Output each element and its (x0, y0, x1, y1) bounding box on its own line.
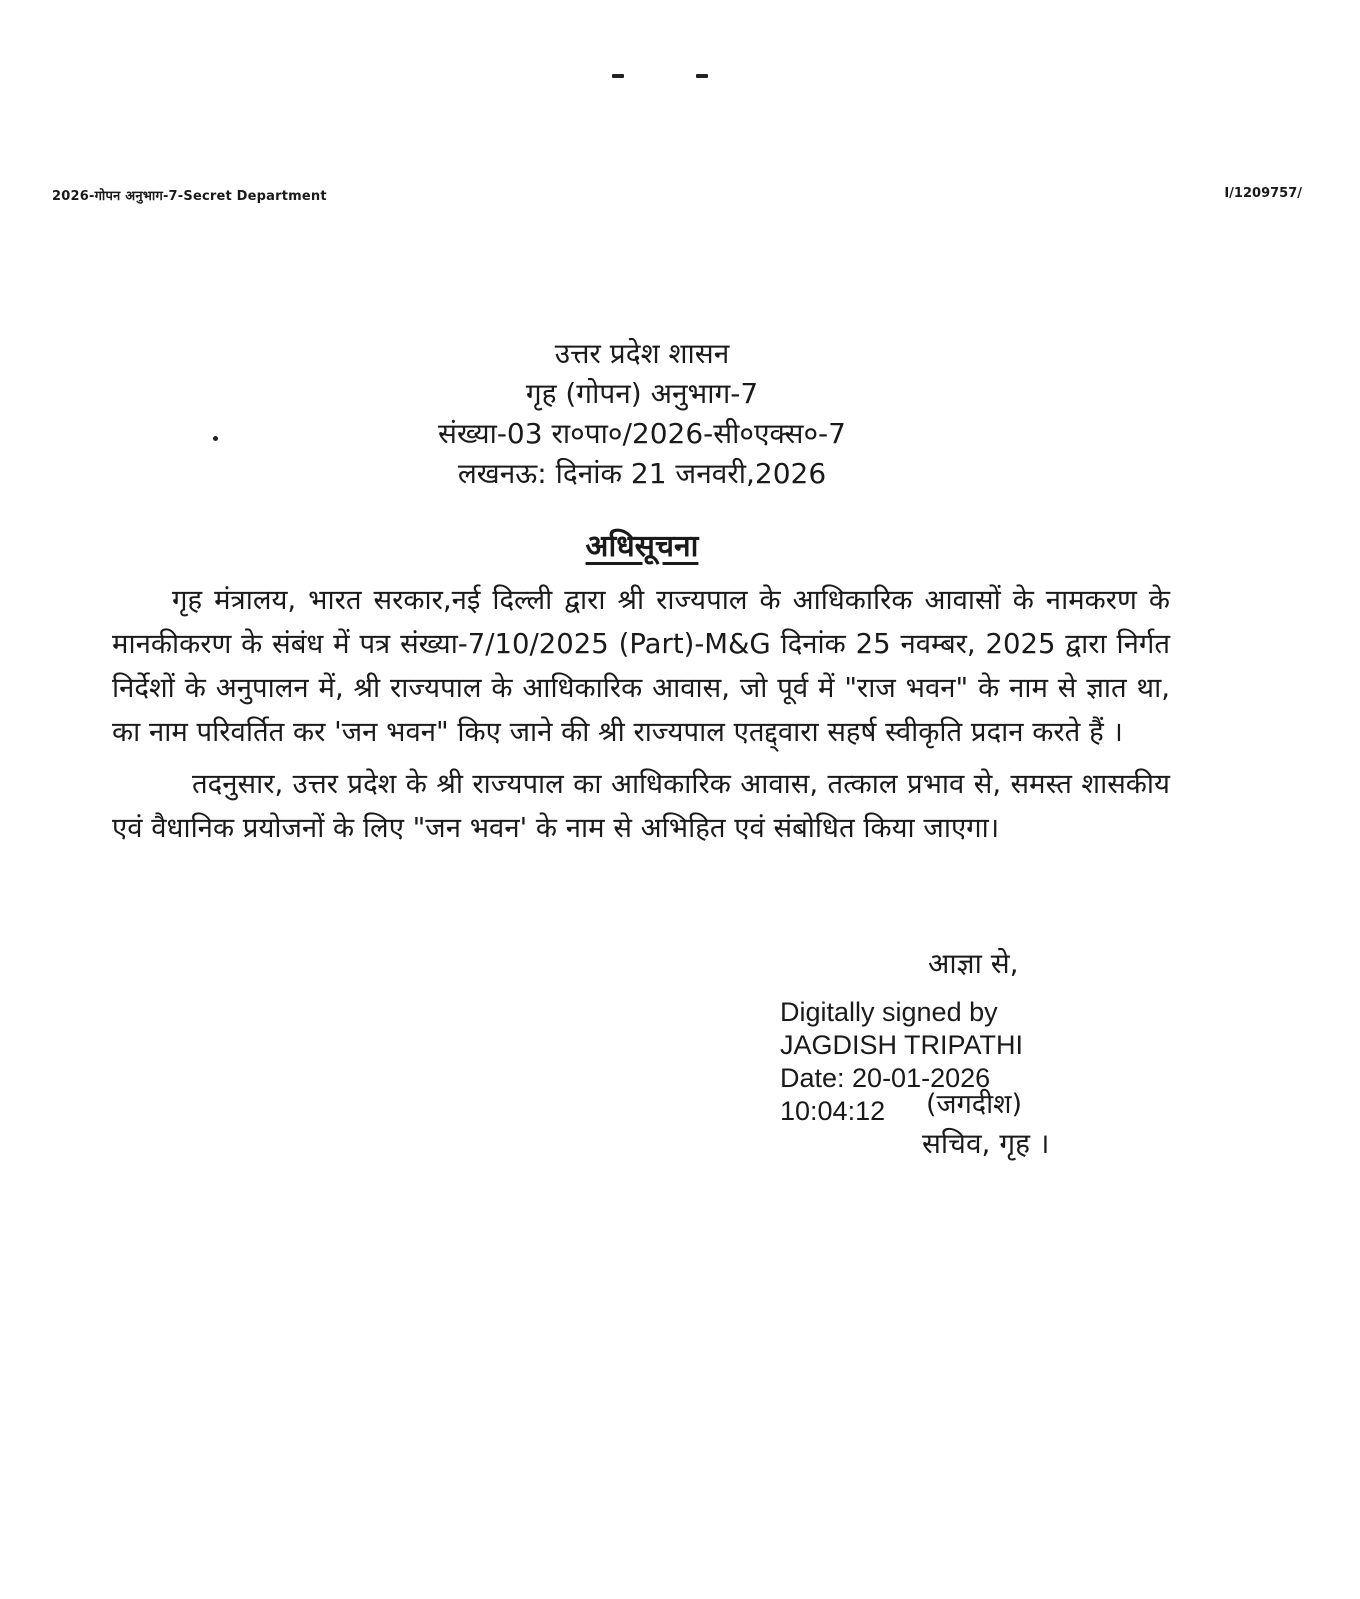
heading-number: संख्या-03 रा०पा०/2026-सी०एक्स०-7 (438, 417, 846, 450)
signature-date: Date: 20-01-2026 (780, 1063, 991, 1093)
signature-name: JAGDISH TRIPATHI (780, 1030, 1024, 1060)
header-reference: I/1209757/ (1224, 186, 1302, 201)
notice-body (112, 578, 1170, 858)
scan-mark (696, 74, 708, 78)
letter-heading (0, 334, 1284, 494)
scan-mark (612, 74, 624, 78)
by-order-line: आज्ञा से, (928, 947, 1019, 980)
scan-marks (612, 74, 712, 80)
signer-title: सचिव, गृह । (922, 1127, 1050, 1160)
heading-section: गृह (गोपन) अनुभाग-7 (525, 377, 759, 410)
heading-government: उत्तर प्रदेश शासन (554, 337, 730, 370)
body-paragraph-2: तदनुसार, उत्तर प्रदेश के श्री राज्यपाल का आधिकारिक आवास, तत्काल प्रभाव से, समस्त शासकीय एवं वैधानिक प्रयोजनों के लिए "जन भवन' के नाम से अभिहित एवं संबोधित किया जाएगा। (112, 768, 1170, 844)
body-paragraph-1: गृह मंत्रालय, भारत सरकार,नई दिल्ली द्वारा श्री राज्यपाल के आधिकारिक आवासों के नामकरण के मानकीकरण के संबंध में पत्र संख्या-7/10/2025 (Part)-M&G दिनांक 25 नवम्बर, 2025 द्वारा निर्गत निर्देशों के अनुपालन में, श्री राज्यपाल के आधिकारिक आवास, जो पूर्व में "राज भवन" के नाम से ज्ञात था, का नाम परिवर्तित कर 'जन भवन" किए जाने की श्री राज्यपाल एतद्द्वारा सहर्ष स्वीकृति प्रदान करते हैं । (112, 584, 1170, 748)
header-department: 2026-गोपन अनुभाग-7-Secret Department (52, 189, 327, 204)
signature-time: 10:04:12 (780, 1096, 886, 1126)
heading-date: लखनऊ: दिनांक 21 जनवरी,2026 (457, 457, 827, 490)
notice-title (0, 524, 1284, 565)
notice-title-text: अधिसूचना (585, 529, 699, 564)
signer-name: (जगदीश) (926, 1089, 1022, 1120)
signature-label: Digitally signed by (780, 997, 998, 1027)
